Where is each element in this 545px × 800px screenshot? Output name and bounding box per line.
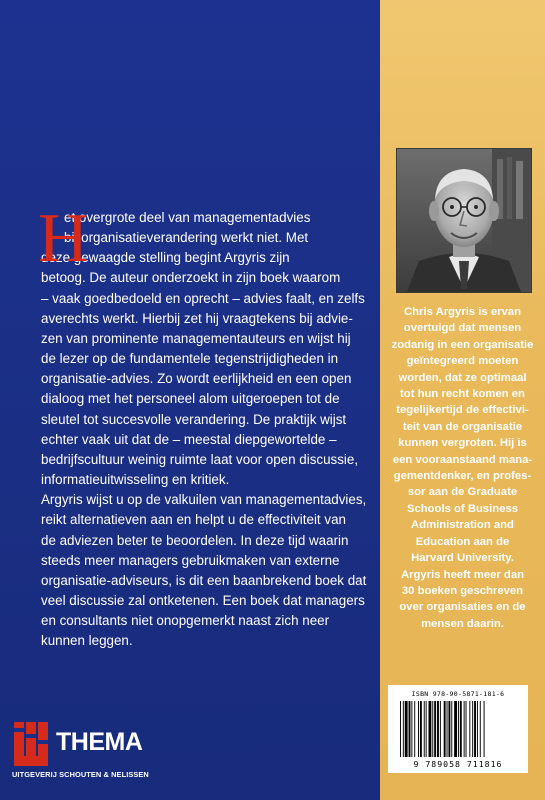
paragraph1-line: deze gewaagde stelling begint Argyris zijn xyxy=(41,250,290,266)
bio-line: over organisaties en de xyxy=(399,601,526,614)
barcode-bar xyxy=(432,701,433,757)
barcode-bar xyxy=(420,701,422,757)
paragraph2-line: reikt alternatieven aan en helpt u de effectiviteit van xyxy=(41,512,346,528)
bio-line: 30 boeken geschreven xyxy=(401,584,524,597)
publisher-logo xyxy=(12,720,182,780)
barcode-digits: 9 789058 711816 xyxy=(413,759,503,769)
paragraph-2 xyxy=(41,490,366,651)
paragraph1-line: informatieuitwisseling en kritiek. xyxy=(41,472,230,488)
bio-line: kunnen vergroten. Hij is xyxy=(398,437,527,450)
paragraph2-line: kunnen leggen. xyxy=(41,633,133,649)
thema-logo-icon xyxy=(12,720,62,770)
barcode-bar xyxy=(426,701,427,757)
barcode-bar xyxy=(437,701,439,757)
portrait-photo-icon xyxy=(397,149,531,292)
bio-line: gementdenker, en profes- xyxy=(393,470,532,483)
paragraph1-line: bedrijfscultuur weinig ruimte laat voor open discussie, xyxy=(41,451,359,467)
barcode-bar xyxy=(447,701,448,757)
barcode-bar xyxy=(440,701,441,757)
barcode-bar xyxy=(484,701,485,757)
bio-line: overtuigd dat mensen xyxy=(403,322,522,335)
barcode-bar xyxy=(460,701,462,757)
barcode-bar xyxy=(411,701,412,757)
barcode-bar xyxy=(469,701,470,757)
paragraph1-line: zen van prominente managementauteurs en wijst hij xyxy=(41,330,351,346)
author-portrait xyxy=(396,148,532,293)
barcode xyxy=(388,685,528,773)
paragraph1-line: echter vaak uit dat de – meestal diepgewortelde – xyxy=(41,431,337,447)
bio-line: Argyris heeft meer dan xyxy=(400,568,525,581)
barcode-bar xyxy=(454,701,457,757)
paragraph1-line: de lezer op de fundamentele tegenstrijdigheden in xyxy=(41,351,339,367)
barcode-bar xyxy=(464,701,465,757)
bio-line: tegelijkertijd de effectivi- xyxy=(396,404,529,417)
paragraph1-line: averechts werkt. Hierbij zet hij vraagtekens bij advie- xyxy=(41,310,353,326)
barcode-bar xyxy=(458,701,459,757)
bio-line: teit van de organisatie xyxy=(402,420,523,433)
logo-tagline: UITGEVERIJ SCHOUTEN & NELISSEN xyxy=(12,770,149,779)
bio-line: een vooraanstaand mana- xyxy=(392,453,533,466)
bio-line: Administration and xyxy=(411,519,514,532)
paragraph2-line: en consultants niet onopgemerkt naast zich neer xyxy=(41,613,330,629)
barcode-bar xyxy=(472,701,473,757)
barcode-bar xyxy=(424,701,425,757)
barcode-bar xyxy=(409,701,411,757)
barcode-bar xyxy=(403,701,404,757)
drop-cap: H xyxy=(38,200,89,277)
description-text xyxy=(38,200,367,651)
barcode-bar xyxy=(480,701,481,757)
paragraph1-line: et overgrote deel van managementadvies xyxy=(64,210,311,225)
paragraph1-line: betoog. De auteur onderzoekt in zijn boek waarom xyxy=(41,270,341,286)
bio-line: worden, dat ze optimaal xyxy=(398,371,527,384)
logo-wordmark: THEMA xyxy=(56,728,143,756)
barcode-bar xyxy=(418,701,419,757)
author-bio xyxy=(380,304,545,632)
barcode-bar xyxy=(414,701,415,757)
barcode-bar xyxy=(405,701,408,757)
bio-line: Chris Argyris is ervan xyxy=(404,306,521,318)
paragraph2-line: veel discussie zal ontketenen. Een boek dat managers xyxy=(41,592,365,608)
barcode-bar xyxy=(434,701,436,757)
paragraph2-line: steeds meer managers gebruikmaken van externe xyxy=(41,552,340,568)
bio-line: Harvard University. xyxy=(411,552,514,565)
bio-line: mensen daarin. xyxy=(421,617,504,630)
barcode-bar xyxy=(474,701,476,757)
paragraph2-line: Argyris wijst u op de valkuilen van managementadvies, xyxy=(41,492,367,508)
paragraph1-line: sleutel tot succesvolle verandering. De praktijk wijst xyxy=(41,411,347,427)
bio-line: sor aan de Graduate xyxy=(407,486,518,499)
barcode-bar xyxy=(466,701,467,757)
barcode-bar xyxy=(451,701,452,757)
bio-line: zodanig in een organisatie xyxy=(391,338,534,351)
paragraph1-line: bij organisatieverandering werkt niet. Met xyxy=(64,230,309,246)
paragraph2-line: organisatie-adviseurs, is dit een baanbrekend boek dat xyxy=(41,572,367,588)
barcode-bar xyxy=(444,701,446,757)
paragraph1-line: organisatie-advies. Zo wordt eerlijkheid en een open xyxy=(41,371,352,387)
barcode-bar xyxy=(400,701,401,757)
paragraph2-line: de adviezen beter te beoordelen. In deze tijd waarin xyxy=(41,532,349,548)
barcode-bar xyxy=(429,701,432,757)
paragraph-1 xyxy=(38,200,366,490)
barcode-bar xyxy=(477,701,478,757)
barcode-bar xyxy=(448,701,450,757)
isbn-label: ISBN 978-90-5871-181-6 xyxy=(411,690,505,698)
bio-line: tot hun recht komen en xyxy=(400,388,525,401)
paragraph1-line: – vaak goedbedoeld en oprecht – advies faalt, en zelfs xyxy=(41,290,365,306)
bio-line: Schools of Business xyxy=(406,502,519,515)
bio-line: geïntegreerd moeten xyxy=(406,355,519,368)
paragraph1-line: dialoog met het personeel alom uitgeroepen tot de xyxy=(41,391,340,407)
bio-line: Education aan de xyxy=(415,535,510,548)
